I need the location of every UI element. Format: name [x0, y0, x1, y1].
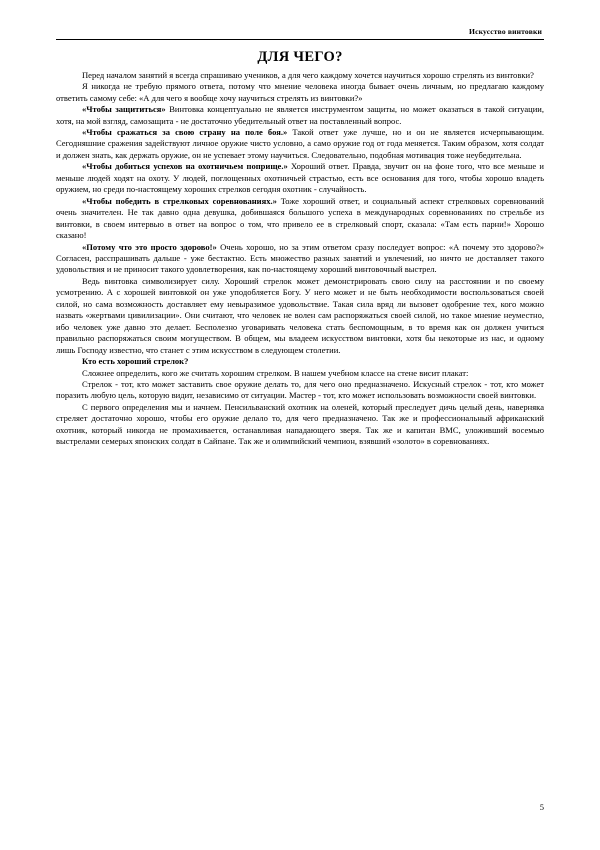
page-number: 5	[539, 802, 544, 812]
paragraph-lead: «Чтобы защититься»	[82, 104, 166, 115]
paragraph-text: Винтовка концептуально не является инструментом защиты, но может оказаться в такой ситуации, хотя, на мой взгляд, самозащита - не достаточно убедительный ответ на поставленный вопрос.	[56, 104, 544, 126]
paragraph-lead: «Чтобы сражаться за свою страну на поле боя.»	[82, 127, 288, 137]
paragraph-text: Я никогда не требую прямого ответа, потому что мнение человека иногда бывает очень личным, но предлагаю каждому ответить самому себе: «А для чего я вообще хочу научиться стрелять из винтовки?»	[56, 81, 544, 103]
paragraph	[56, 276, 544, 356]
paragraph-text: Очень хорошо, но за этим ответом сразу последует вопрос: «А почему это здорово?» Согласен, расспрашивать дальше - уже бестактно. Есть множество разных занятий и увлечений, но ничто не доставляет такого удовольствия и не приносит такого удовлетворения, как по-настоящему хороший винтовочный выстрел.	[56, 241, 545, 275]
paragraph	[56, 196, 544, 242]
paragraph-text: Перед началом занятий я всегда спрашиваю учеников, а для чего каждому хочется научиться хорошо стрелять из винтовки?	[82, 69, 534, 80]
paragraph-text: Такой ответ уже лучше, но и он не является исчерпывающим. Сегодняшние сражения задействуют личное оружие чисто условно, а само оружие год от года меняется. Таким образом, хотя солдат и должен знать, как держать оружие, он не успевает этому научиться. Следовательно, подобная мотивация тоже неубедительна.	[56, 127, 544, 160]
paragraph	[56, 242, 544, 276]
paragraph	[56, 70, 544, 81]
paragraph	[56, 379, 544, 402]
paragraph	[56, 104, 544, 127]
paragraph	[56, 161, 544, 195]
paragraph-lead: «Потому что это просто здорово!»	[82, 241, 217, 252]
paragraph-text: Стрелок - тот, кто может заставить свое оружие делать то, для чего оно предназначено. Искусный стрелок - тот, кто может поразить любую цель, которую видит, независимо от ситуации. Мастер - тот, кто может использовать возможности своей винтовки.	[56, 378, 544, 401]
running-header: Искусство винтовки	[469, 27, 542, 36]
paragraph-lead: «Чтобы победить в стрелковых соревнованиях.»	[82, 195, 277, 206]
paragraph	[56, 402, 544, 448]
paragraph	[56, 368, 544, 379]
paragraph-lead: «Чтобы добиться успехов на охотничьем поприще.»	[82, 161, 288, 172]
paragraph-text: Ведь винтовка символизирует силу. Хороший стрелок может демонстрировать свою силу на расстоянии и по своему усмотрению. А с хорошей винтовкой он уже уподобляется Богу. У него может и не быть необходимости воспользоваться своей силой, но сама возможность доставляет ему невыразимое удовольствие. Такая сила вряд ли вызовет одобрение тех, кого можно назвать «жертвами цивилизации». Они считают, что человек не волен сам распоряжаться своей силой, но такое мнение неуместно, ибо человек уже давно это делает. Бесполезно уговаривать человека стать беспомощным, в то время как он должен учиться правильно распоряжаться своим могуществом. В общем, мы владеем искусством винтовки, хотя бы некоторые из нас, и одному лишь Господу известно, что станет с этим искусством в следующем столетии.	[56, 275, 544, 355]
body-text	[56, 70, 544, 448]
paragraph	[56, 127, 544, 161]
paragraph-text: Сложнее определить, кого же считать хорошим стрелком. В нашем учебном классе на стене висит плакат:	[82, 367, 469, 378]
paragraph-text: Хороший ответ. Правда, звучит он на фоне того, что все меньше и меньше людей ходят на охоту. У людей, поглощенных охотничьей страстью, есть все основания для того, чтобы хорошо владеть оружием, но среди по-настоящему хороших стрелков сегодня охотник - случайность.	[56, 161, 545, 195]
paragraph-text: С первого определения мы и начнем. Пенсильванский охотник на оленей, который преследует дичь целый день, наверняка стреляет достаточно хорошо, чтобы его оружие делало то, для чего предназначено. Так же и профессиональный африканский охотник, который никогда не промахивается, останавливая нападающего зверя. Так же и капитан ВМС, уложивший восемью выстрелами семерых японских солдат в Сайпане. Так же и олимпийский чемпион, взявший «золото» в соревнованиях.	[56, 401, 544, 447]
paragraph	[56, 81, 544, 104]
page-title: ДЛЯ ЧЕГО?	[257, 49, 343, 66]
header-rule	[56, 39, 544, 40]
paragraph-text: Тоже хороший ответ, и социальный аспект стрелковых соревнований очень значителен. Не так давно одна девушка, добившаяся большого успеха в международных соревнованиях по стрельбе из винтовки, в своем интервью в ответ на вопрос о том, что привело ее в стрелковый спорт, сказала: «Там есть парни!» Хорошо сказано!	[56, 195, 545, 241]
section-subheading: Кто есть хороший стрелок?	[82, 356, 189, 367]
